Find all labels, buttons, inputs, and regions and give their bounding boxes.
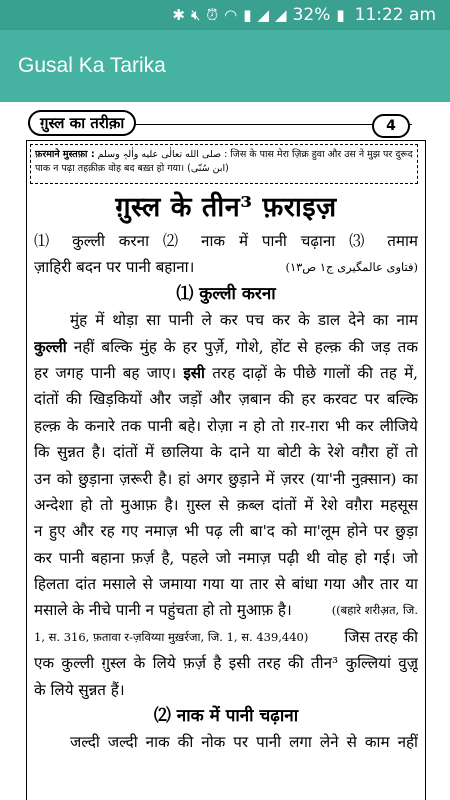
text-line: एक कुल्ली ग़ुस्ल के लिये फ़र्ज़ है इसी तरह की तीन³ कुल्लियां वुज़ू	[34, 654, 418, 673]
text-line	[34, 254, 418, 280]
reference: (فتاوی عالمگیری ج۱ ص۱۳)	[285, 260, 418, 275]
text-span: मसाले के नीचे पानी न पहुंचता हो तो मुआफ़ है।	[34, 601, 292, 620]
mute-icon: 🔇︎	[190, 5, 201, 24]
text-line	[34, 597, 418, 623]
reference: ((बहारे शरीअ़त, जि.	[331, 603, 418, 618]
sim1-icon: ▮	[243, 5, 252, 24]
text-span: हर जगह पानी बह जाए।	[34, 363, 177, 382]
reference: 1, स. 316, फ़तावा र-ज़विय्या मुख़र्रजा, जि. 1, स. 439,440)	[34, 629, 309, 644]
text-line: न हुए और रह गए नमाज़ भी पढ़ ली बा'द को मा'लूम होने पर छुड़ा	[34, 522, 418, 541]
bold-term: कुल्ली	[34, 337, 67, 356]
farman-heading: फ़रमाने मुस्तफ़ा :	[35, 149, 95, 160]
wifi-icon: ◠	[224, 5, 238, 24]
text-line: अन्देशा हो तो मुआफ़ है। ग़ुस्ल से क़ब्ल दांतों में रेशे वग़ैरा महसूस	[34, 495, 418, 514]
clock: 11:22 am	[354, 5, 436, 25]
page-content	[34, 188, 418, 756]
battery-percent: 32%	[292, 5, 331, 25]
text-line: उन को छुड़ाना ज़रूरी है। हां अगर छुड़ाने में ज़रर (या'नी नुक़्सान) का	[34, 469, 418, 488]
farman-arabic: صلى الله تعالٰى عليه واٰلہٖ وسلم	[97, 149, 222, 160]
text-line: हिलता दांत मसाले से जमाया गया या तार से बांधा गया और तार या	[34, 575, 418, 594]
section-heading: ग़ुस्ल के तीन³ फ़राइज़	[115, 192, 337, 223]
app-title: Gusal Ka Tarika	[18, 54, 166, 77]
bold-term: इसी	[183, 363, 205, 382]
app-bar	[0, 30, 450, 102]
text-span: तरह दाढ़ों के पीछे गालों की तह में,	[204, 363, 418, 382]
text-line: दांतों की खिड़कियों और जड़ों और ज़बान की हर करवट पर बल्कि	[34, 390, 418, 409]
text-line: के लिये सुन्नत हैं।	[34, 680, 125, 699]
signal-icon: ◢	[257, 5, 270, 24]
signal-icon: ◢	[275, 5, 287, 24]
farman-box	[30, 144, 418, 184]
battery-icon: ▮	[336, 5, 345, 24]
text-line	[34, 334, 418, 360]
farman-line2: पाक न पढ़ा तहक़ीक़ वोह बद बख़्त हो गया। (ابن سُنّی)	[35, 163, 229, 174]
page-number: 4	[372, 114, 410, 138]
subheading: ⑵ नाक में पानी चढ़ाना	[153, 706, 299, 727]
text-line: ⑴ कुल्ली करना ⑵ नाक में पानी चढ़ाना ⑶ तमाम	[34, 232, 418, 250]
status-bar	[0, 0, 450, 30]
text-line: मुंह में थोड़ा सा पानी ले कर पच कर के डाल देने का नाम	[70, 311, 418, 330]
text-span: जिस तरह की	[344, 627, 418, 646]
text-line	[34, 624, 418, 650]
text-line: हल्क़ के कनारे तक पानी बहे। रोज़ा न हो तो ग़र-ग़रा भी कर लीजिये	[34, 416, 418, 435]
text-line	[34, 360, 418, 386]
subheading: ⑴ कुल्ली करना	[176, 283, 276, 304]
status-icons	[172, 0, 450, 30]
text-span: ज़ाहिरी बदन पर पानी बहाना।	[34, 258, 195, 277]
text-line: कर पानी बहाना फ़र्ज़ है, पहले जो नमाज़ पढ़ी थी वोह हो गई। जो	[34, 548, 418, 567]
text-line: कि सुन्नत है। दांतों में छालिया के दाने या बोटी के रेशे वग़ैरा हों तो	[34, 443, 418, 462]
bluetooth-icon: ✱	[172, 5, 185, 24]
farman-line1: : जिस के पास मेरा ज़िक्र हुवा और उस ने मुझ पर दुरूद	[224, 149, 413, 160]
text-line: जल्दी जल्दी नाक की नोक पर पानी लगा लेने से काम नहीं	[70, 733, 418, 752]
alarm-icon: ⏰︎	[206, 5, 219, 24]
page-header-title: ग़ुस्ल का तरीक़ा	[28, 110, 136, 136]
book-page[interactable]	[0, 102, 450, 800]
text-span: नहीं बल्कि मुंह के हर पुर्ज़े, गोशे, होंट से हल्क़ की जड़ तक	[66, 337, 418, 356]
